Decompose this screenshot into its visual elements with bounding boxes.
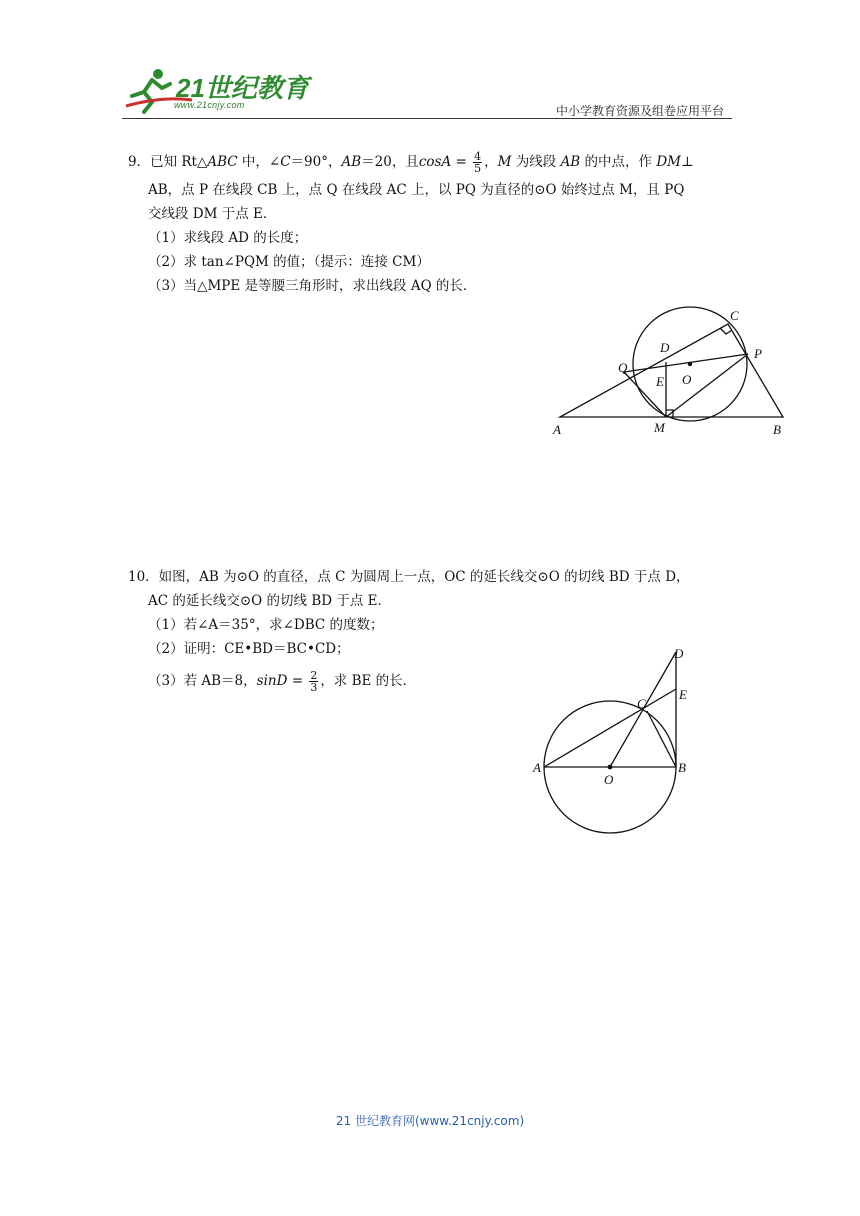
q9-label-a: A — [553, 422, 561, 437]
page-footer: 21 世纪教育网(www.21cnjy.com) — [335, 1114, 525, 1128]
q10-label-c: C — [637, 696, 646, 711]
q9-figure — [548, 300, 798, 442]
q10-sub-1: （1）若∠A＝35°，求∠DBC 的度数； — [148, 617, 384, 633]
q9-center-dot — [688, 362, 692, 366]
q10-label-a: A — [533, 760, 541, 775]
q10-line-cb — [647, 711, 676, 767]
q9-triangle — [560, 324, 783, 417]
q10-figure — [530, 644, 700, 840]
q9-line-pq — [624, 354, 748, 372]
q10-sub-3: （3）若 AB＝8，sinD = $\frac{2}{3}$ ，求 BE 的长． — [148, 669, 417, 694]
q10-line-2: AC 的延长线交⊙O 的切线 BD 于点 E． — [148, 593, 392, 609]
platform-title: 中小学教育资源及组卷应用平台 — [555, 104, 724, 118]
q9-label-d: D — [660, 340, 670, 355]
q10-label-d: D — [674, 646, 684, 661]
q9-fraction: $\frac{4}{5}$ — [474, 150, 482, 175]
q9-label-c: C — [730, 308, 739, 323]
q9-label-p: P — [754, 346, 762, 361]
header-divider — [122, 118, 732, 119]
q10-label-e: E — [679, 687, 687, 702]
q9-line-2: AB，点 P 在线段 CB 上，点 Q 在线段 AC 上，以 PQ 为直径的⊙O 始终过点 M，且 PQ — [148, 182, 685, 198]
q9-sub-2: （2）求 tan∠PQM 的值；（提示：连接 CM） — [148, 254, 430, 270]
q10-line-1: 10．如图，AB 为⊙O 的直径，点 C 为圆周上一点，OC 的延长线交⊙O 的切线 BD 于点 D， — [128, 569, 690, 585]
q9-label-q: Q — [618, 360, 628, 375]
q9-line-1: 9．已知 Rt△ABC 中，∠C＝90°，AB＝20，且cosA = $\frac{4}{5}$ ，M 为线段 AB 的中点，作 DM⊥ — [128, 150, 694, 175]
q9-sub-1: （1）求线段 AD 的长度； — [148, 230, 308, 246]
logo-url: www.21cnjy.com — [174, 100, 245, 110]
q9-label-e: E — [656, 374, 664, 389]
page-header — [122, 66, 732, 120]
q9-label-m: M — [654, 420, 665, 435]
q10-sub-2: （2）证明：CE•BD＝BC•CD； — [148, 641, 350, 657]
question-9 — [128, 150, 738, 298]
q10-fraction: $\frac{2}{3}$ — [310, 669, 318, 694]
q10-label-b: B — [678, 760, 686, 775]
q10-center-dot — [608, 765, 613, 770]
q9-label-b: B — [773, 422, 781, 437]
q10-label-o: O — [604, 772, 614, 787]
q9-label-o: O — [682, 372, 692, 387]
logo-text: 21世纪教育 — [176, 73, 309, 103]
q9-sub-3: （3）当△MPE 是等腰三角形时，求出线段 AQ 的长． — [148, 278, 477, 294]
q9-line-3: 交线段 DM 于点 E． — [148, 206, 277, 222]
q9-line-mp — [666, 354, 748, 417]
